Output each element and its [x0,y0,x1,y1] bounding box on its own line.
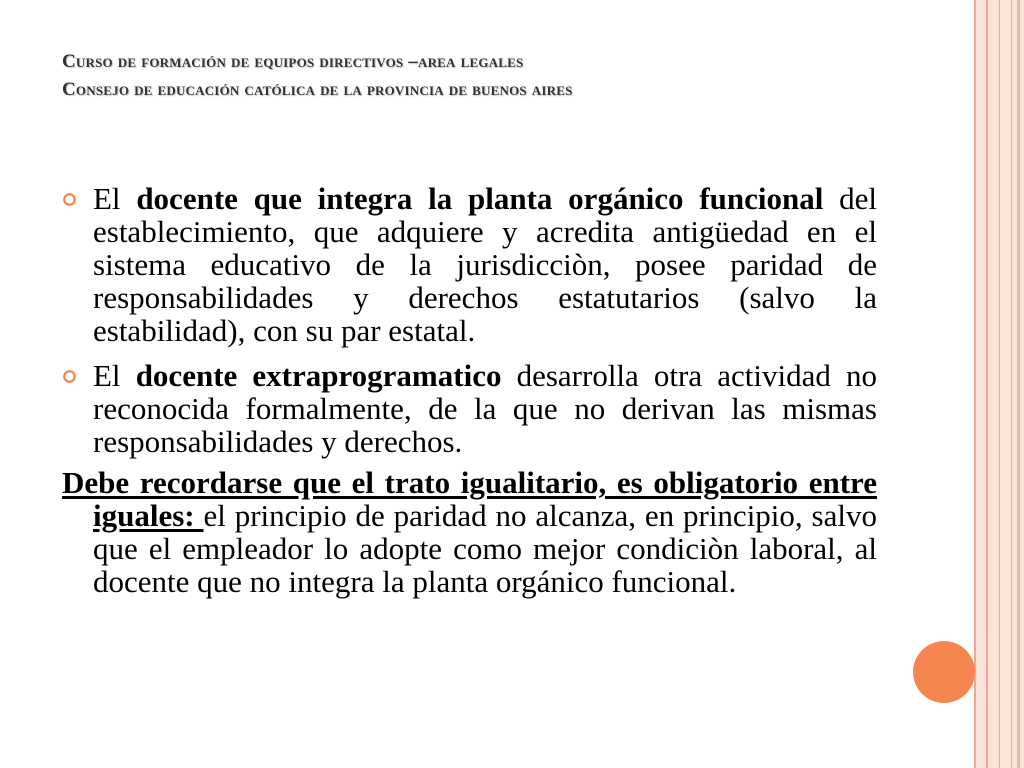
bullet-text-bold: docente que integra la planta orgánico funcional [136,181,824,216]
bullet-item [62,182,877,347]
orange-dot-decoration [913,641,975,703]
bullet-text-post: desarrolla otra actividad no reconocida formalmente, de la que no derivan las mismas responsabilidades y derechos. [93,358,877,459]
bullet-text-pre: El [93,181,137,216]
closing-rest: el principio de paridad no alcanza, en principio, salvo que el empleador lo adopte como mejor condiciòn laboral, al docente que no integra la planta orgánico funcional. [93,498,877,599]
circle-outline-icon [62,192,77,207]
title-line-2: Consejo de educación católica de la provincia de buenos aires [62,79,573,100]
closing-emphasis: Debe recordarse que el trato igualitario, es obligatorio entre iguales: [62,465,877,533]
bullet-text-post: del establecimiento, que adquiere y acredita antigüedad en el sistema educativo de la jurisdicciòn, posee paridad de responsabilidades y derechos estatutarios (salvo la estabilidad), con su par estatal. [93,181,877,348]
bullet-text-bold: docente extraprogramatico [135,358,502,393]
band-line [974,0,976,768]
band-line [1011,0,1012,768]
title-line-1: Curso de formación de equipos directivos –area legales [62,51,524,72]
closing-paragraph [62,466,877,598]
bullet-text-pre: El [93,358,136,393]
bullet-item [62,359,877,458]
band-line [999,0,1000,768]
slide-title [62,48,882,104]
band-line [986,0,988,768]
slide-body [62,182,877,598]
circle-outline-icon [62,369,77,384]
band-line [1017,0,1020,768]
